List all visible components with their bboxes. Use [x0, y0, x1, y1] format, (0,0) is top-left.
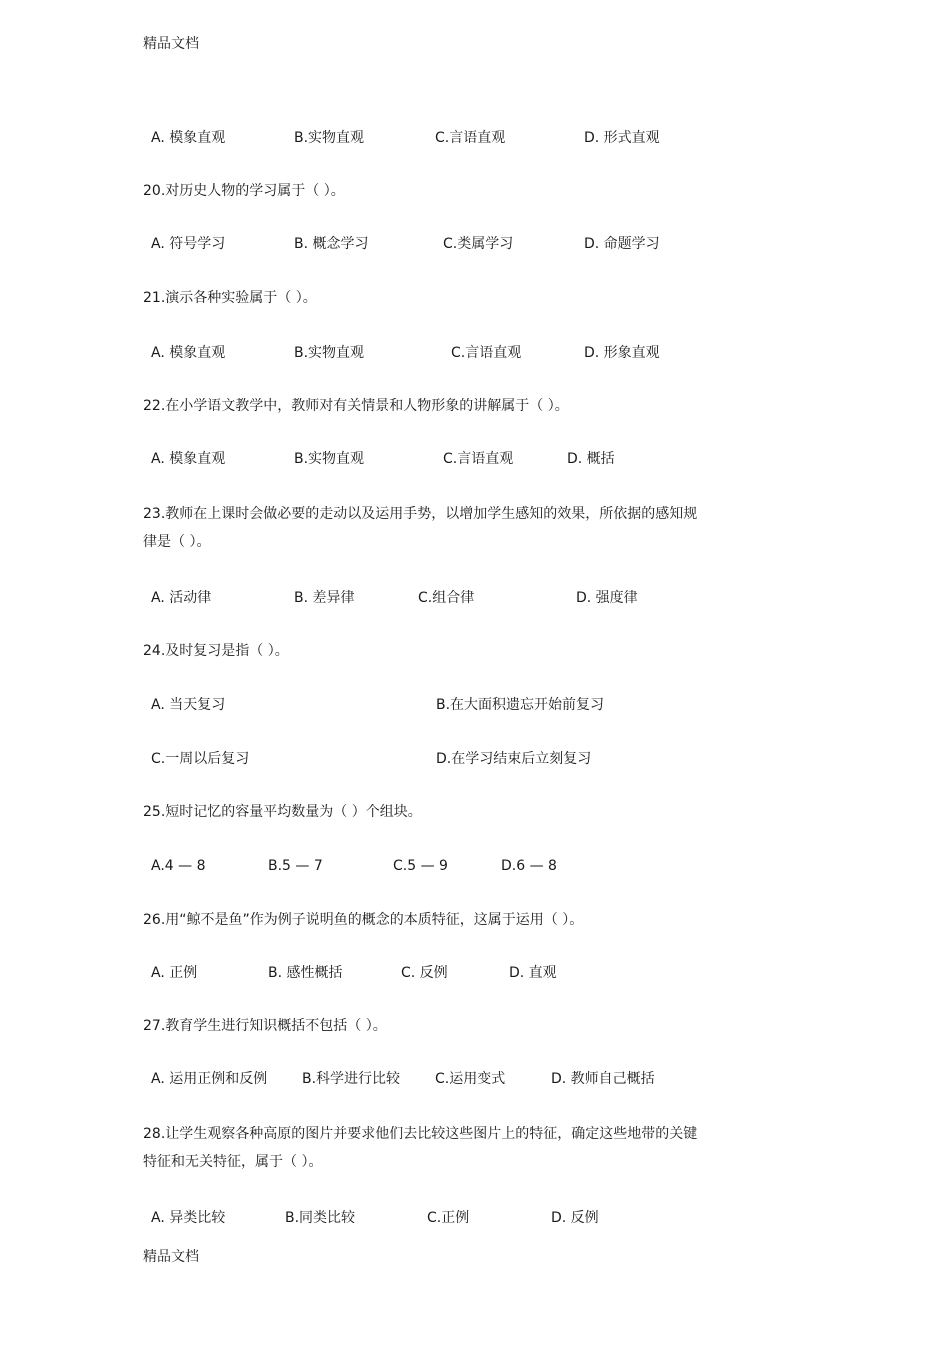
option-c: C.运用变式: [435, 1071, 506, 1087]
option-b: B.科学进行比较: [302, 1071, 401, 1087]
option-a: A. 异类比较: [151, 1210, 226, 1226]
option-c: C.5 — 9: [393, 858, 448, 874]
option-a: A. 运用正例和反例: [151, 1071, 268, 1087]
option-a: A. 模象直观: [151, 345, 226, 361]
option-c: C.正例: [427, 1210, 470, 1226]
option-b: B.同类比较: [285, 1210, 356, 1226]
page-footer: 精品文档: [143, 1249, 199, 1265]
option-d: D. 形式直观: [584, 130, 660, 146]
option-c: C.言语直观: [443, 451, 514, 467]
option-a: A. 模象直观: [151, 130, 226, 146]
option-c: C.组合律: [418, 590, 475, 606]
option-b: B. 概念学习: [294, 236, 369, 252]
option-b: B.实物直观: [294, 130, 365, 146]
option-b: B.在大面积遗忘开始前复习: [436, 697, 605, 713]
page-header: 精品文档: [143, 36, 199, 52]
option-a: A. 模象直观: [151, 451, 226, 467]
option-d: D. 教师自己概括: [551, 1071, 655, 1087]
question-28-line-2: 特征和无关特征，属于（ ）。: [143, 1154, 323, 1170]
question-21: 21.演示各种实验属于（ ）。: [143, 290, 317, 306]
question-28-line-1: 28.让学生观察各种高原的图片并要求他们去比较这些图片上的特征，确定这些地带的关键: [143, 1126, 698, 1142]
option-a: A. 符号学习: [151, 236, 226, 252]
option-a: A. 当天复习: [151, 697, 226, 713]
question-26: 26.用“鲸不是鱼”作为例子说明鱼的概念的本质特征，这属于运用（ ）。: [143, 912, 584, 928]
option-b: B.5 — 7: [268, 858, 323, 874]
option-a: A.4 — 8: [151, 858, 206, 874]
option-d: D. 直观: [509, 965, 557, 981]
question-27: 27.教育学生进行知识概括不包括（ ）。: [143, 1018, 387, 1034]
option-c: C.言语直观: [435, 130, 506, 146]
option-d: D.6 — 8: [501, 858, 557, 874]
option-c: C.言语直观: [451, 345, 522, 361]
option-d: D.在学习结束后立刻复习: [436, 751, 592, 767]
option-c: C.类属学习: [443, 236, 514, 252]
option-d: D. 强度律: [576, 590, 638, 606]
option-c: C. 反例: [401, 965, 448, 981]
question-23-line-1: 23.教师在上课时会做必要的走动以及运用手势，以增加学生感知的效果，所依据的感知规: [143, 506, 698, 522]
option-a: A. 活动律: [151, 590, 212, 606]
option-b: B. 差异律: [294, 590, 355, 606]
question-23-line-2: 律是（ ）。: [143, 534, 211, 550]
option-b: B.实物直观: [294, 345, 365, 361]
option-d: D. 形象直观: [584, 345, 660, 361]
question-20: 20.对历史人物的学习属于（ ）。: [143, 183, 345, 199]
option-b: B. 感性概括: [268, 965, 343, 981]
option-d: D. 命题学习: [584, 236, 660, 252]
option-c: C.一周以后复习: [151, 751, 250, 767]
option-d: D. 概括: [567, 451, 615, 467]
option-d: D. 反例: [551, 1210, 599, 1226]
option-a: A. 正例: [151, 965, 198, 981]
question-24: 24.及时复习是指（ ）。: [143, 643, 289, 659]
question-22: 22.在小学语文教学中，教师对有关情景和人物形象的讲解属于（ ）。: [143, 398, 569, 414]
question-25: 25.短时记忆的容量平均数量为（ ）个组块。: [143, 804, 422, 820]
option-b: B.实物直观: [294, 451, 365, 467]
